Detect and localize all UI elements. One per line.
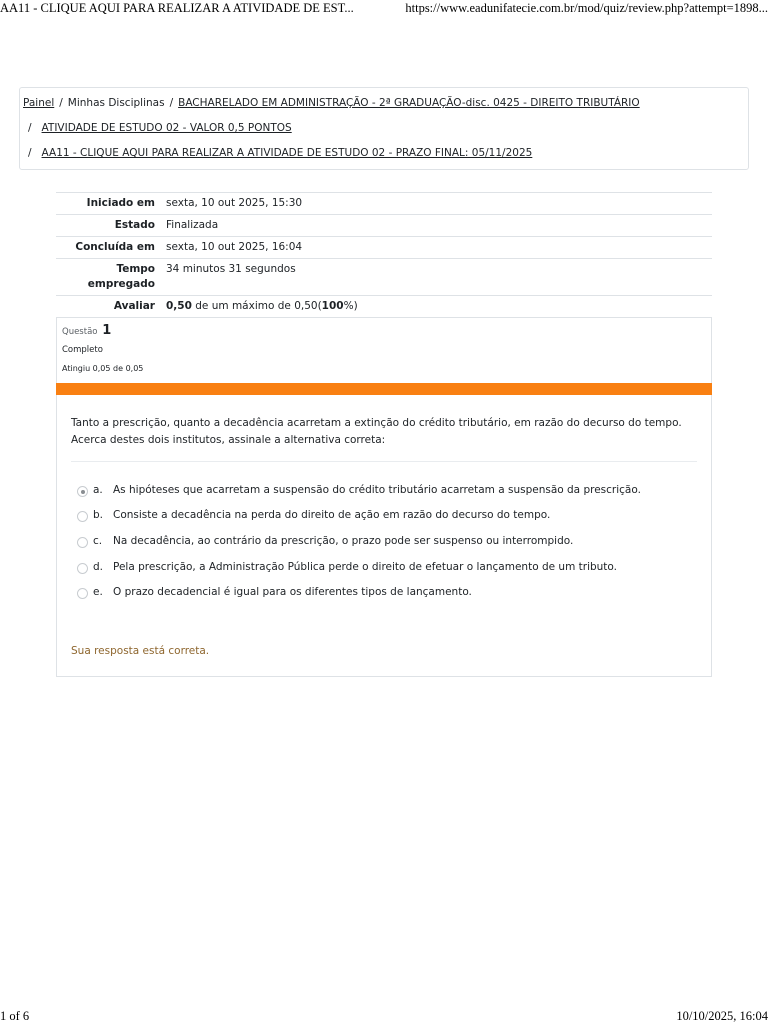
summary-row-state [56, 215, 712, 237]
question-text: Tanto a prescrição, quanto a decadência acarretam a extinção do crédito tributário, em razão do decurso do tempo. Acerca destes dois institutos, assinale a alternativa correta: [71, 417, 682, 446]
radio-icon[interactable] [77, 588, 88, 599]
grade-percent: 100 [321, 300, 344, 312]
breadcrumb-separator: / [28, 147, 32, 159]
question-divider [71, 461, 697, 462]
answer-letter: d. [93, 561, 104, 573]
question-number [62, 323, 111, 338]
answer-letter: b. [93, 509, 104, 521]
time-label: Tempo empregado [87, 263, 155, 290]
question-state: Completo [62, 345, 103, 355]
page-number: 1 of 6 [0, 1009, 30, 1023]
print-datetime: 10/10/2025, 16:04 [676, 1009, 768, 1023]
answer-text: Consiste a decadência na perda do direito de ação em razão do decurso do tempo. [113, 509, 551, 521]
breadcrumb-separator: / [28, 122, 32, 134]
answer-text: O prazo decadencial é igual para os diferentes tipos de lançamento. [113, 586, 472, 598]
question-grade: Atingiu 0,05 de 0,05 [62, 364, 144, 373]
breadcrumb-separator: / [59, 97, 63, 109]
breadcrumb-course-link[interactable]: BACHARELADO EM ADMINISTRAÇÃO - 2ª GRADUAÇÃO-disc. 0425 - DIREITO TRIBUTÁRIO [178, 97, 640, 109]
breadcrumb [19, 87, 749, 170]
question-info [56, 317, 712, 383]
completed-label: Concluída em [75, 241, 155, 253]
summary-row-time [56, 259, 712, 296]
print-url: https://www.eadunifatecie.com.br/mod/quiz/review.php?attempt=1898... [405, 1, 768, 15]
grade-max-text: de um máximo de 0,50( [191, 300, 322, 312]
print-header [0, 0, 768, 20]
answer-feedback: Sua resposta está correta. [71, 645, 210, 657]
radio-icon[interactable] [77, 486, 88, 497]
question-label: Questão [62, 327, 98, 337]
time-value: 34 minutos 31 segundos [166, 263, 296, 275]
answer-text: Pela prescrição, a Administração Pública perde o direito de efetuar o lançamento de um tributo. [113, 561, 617, 573]
print-footer [0, 1009, 768, 1024]
breadcrumb-line-1 [23, 97, 640, 109]
completed-value: sexta, 10 out 2025, 16:04 [166, 241, 303, 253]
breadcrumb-activity-link[interactable]: AA11 - CLIQUE AQUI PARA REALIZAR A ATIVIDADE DE ESTUDO 02 - PRAZO FINAL: 05/11/2025 [41, 147, 533, 159]
breadcrumb-section-link[interactable]: ATIVIDADE DE ESTUDO 02 - VALOR 0,5 PONTOS [41, 122, 292, 134]
radio-icon[interactable] [77, 511, 88, 522]
grade-score: 0,50 [166, 300, 192, 312]
breadcrumb-line-3 [28, 147, 532, 159]
radio-icon[interactable] [77, 563, 88, 574]
answer-letter: c. [93, 535, 103, 547]
print-title: AA11 - CLIQUE AQUI PARA REALIZAR A ATIVIDADE DE EST... [0, 1, 354, 15]
started-label: Iniciado em [86, 197, 155, 209]
breadcrumb-separator: / [169, 97, 174, 109]
breadcrumb-painel-link[interactable]: Painel [23, 97, 55, 109]
summary-row-started [56, 193, 712, 215]
grade-label: Avaliar [113, 300, 155, 312]
grade-percent-suffix: %) [343, 300, 358, 312]
attempt-summary-table [56, 192, 712, 318]
state-value: Finalizada [166, 219, 219, 231]
summary-row-grade [56, 296, 712, 318]
question-accent-bar [56, 383, 712, 395]
answer-letter: a. [93, 484, 103, 496]
grade-value [165, 296, 712, 318]
breadcrumb-minhas-disciplinas: Minhas Disciplinas [67, 97, 165, 109]
radio-icon[interactable] [77, 537, 88, 548]
summary-row-completed [56, 237, 712, 259]
breadcrumb-line-2 [28, 122, 292, 134]
answer-text: Na decadência, ao contrário da prescrição, o prazo pode ser suspenso ou interrompido. [113, 535, 574, 547]
started-value: sexta, 10 out 2025, 15:30 [166, 197, 303, 209]
answer-text: As hipóteses que acarretam a suspensão do crédito tributário acarretam a suspensão da prescrição. [113, 484, 641, 496]
state-label: Estado [114, 219, 155, 231]
answer-letter: e. [93, 586, 103, 598]
question-number-value: 1 [102, 323, 112, 338]
question-content [56, 395, 712, 677]
